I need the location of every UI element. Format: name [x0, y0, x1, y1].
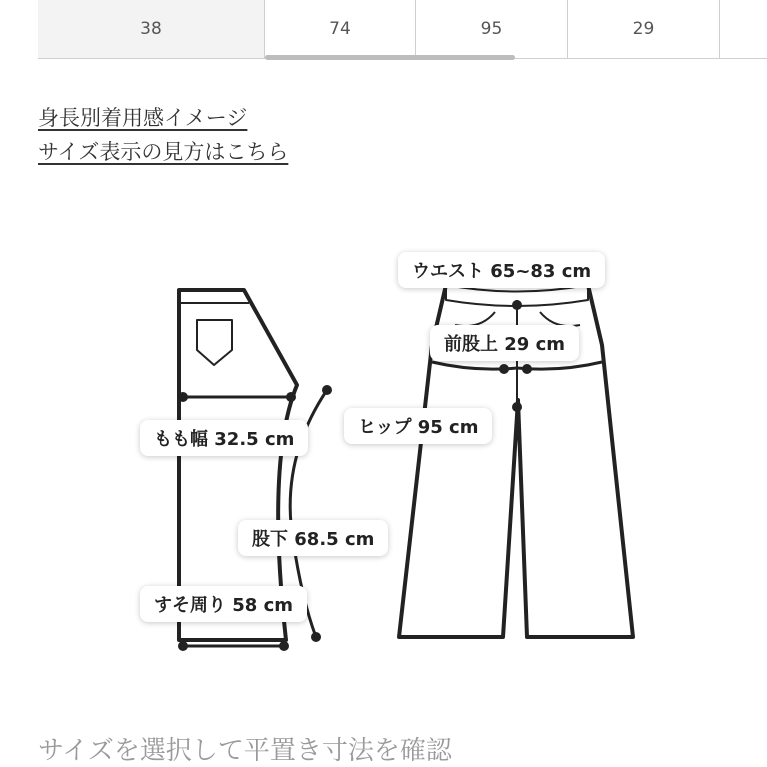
- thigh-dot-left: [178, 392, 188, 402]
- hip-dot-right: [522, 364, 532, 374]
- front-pocket-left: [455, 312, 495, 326]
- hem-dot-right: [279, 641, 289, 651]
- hip-measurement-label: ヒップ 95 cm: [344, 408, 492, 444]
- thigh-measurement-label: もも幅 32.5 cm: [140, 420, 308, 456]
- front-pocket-right: [540, 312, 580, 326]
- rise-dot-bottom: [499, 364, 509, 374]
- fit-image-link[interactable]: 身長別着用感イメージ: [38, 106, 248, 130]
- size-cell-2: 74: [265, 0, 416, 58]
- size-cell-3: 95: [416, 0, 568, 58]
- size-cell-4: 29: [568, 0, 720, 58]
- size-cell-1: 38: [38, 0, 265, 58]
- waist-measurement-label: ウエスト 65~83 cm: [398, 252, 605, 288]
- rise-dot-top: [512, 300, 522, 310]
- front-rise-measurement-label: 前股上 29 cm: [430, 325, 579, 361]
- back-pocket-icon: [197, 320, 232, 365]
- hip-dot-center: [512, 402, 522, 412]
- inseam-dot-top: [322, 385, 332, 395]
- size-guide-link[interactable]: サイズ表示の見方はこちら: [38, 140, 289, 164]
- hem-dot-left: [178, 641, 188, 651]
- size-select-instruction: サイズを選択して平置き寸法を確認: [38, 736, 452, 766]
- thigh-dot-right: [286, 392, 296, 402]
- inseam-measurement-label: 股下 68.5 cm: [238, 520, 388, 556]
- hem-measurement-label: すそ周り 58 cm: [140, 586, 307, 622]
- inseam-dot-bottom: [311, 632, 321, 642]
